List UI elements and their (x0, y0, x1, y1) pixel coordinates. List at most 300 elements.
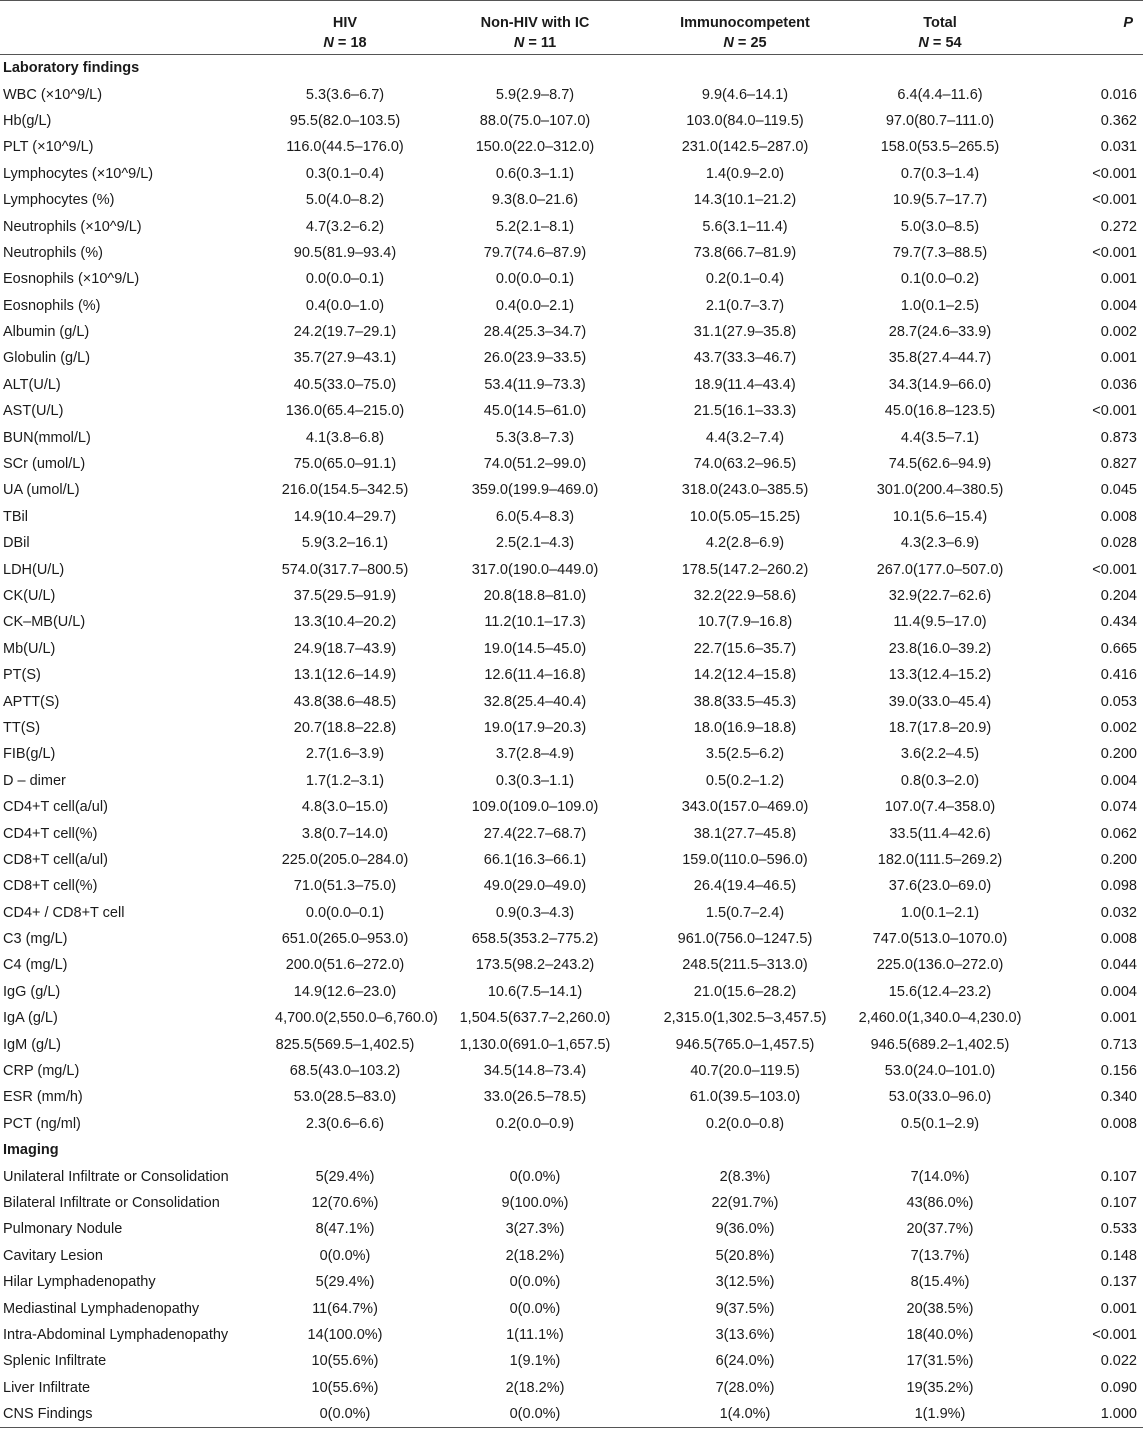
cell-non-hiv-ic: 19.0(14.5–45.0) (483, 640, 587, 657)
cell-p-value: 0.090 (1100, 1379, 1137, 1396)
cell-hiv: 20.7(18.8–22.8) (293, 719, 397, 736)
cell-total: 225.0(136.0–272.0) (876, 957, 1004, 974)
cell-p-value: 0.200 (1100, 746, 1137, 763)
cell-total: 39.0(33.0–45.4) (888, 693, 992, 710)
cell-hiv: 43.8(38.6–48.5) (293, 693, 397, 710)
table-row (0, 477, 1143, 503)
cell-total: 0.8(0.3–2.0) (900, 772, 980, 789)
table-row (0, 873, 1143, 899)
cell-immunocompetent: 22(91.7%) (711, 1194, 779, 1211)
cell-immunocompetent: 2.1(0.7–3.7) (705, 297, 785, 314)
table-row (0, 293, 1143, 319)
header-hiv-label: HIV (332, 15, 358, 31)
cell-non-hiv-ic: 10.6(7.5–14.1) (487, 983, 583, 1000)
table-row (0, 1190, 1143, 1216)
cell-p-value: 0.362 (1100, 112, 1137, 129)
cell-non-hiv-ic: 2.5(2.1–4.3) (495, 535, 575, 552)
row-label: WBC (×10^9/L) (3, 86, 103, 103)
cell-total: 3.6(2.2–4.5) (900, 746, 980, 763)
row-label: TT(S) (3, 719, 41, 736)
cell-p-value: 0.028 (1100, 535, 1137, 552)
cell-p-value: 0.001 (1100, 350, 1137, 367)
n-eq: = (928, 35, 946, 51)
row-label: Hilar Lymphadenopathy (3, 1274, 156, 1291)
cell-immunocompetent: 31.1(27.9–35.8) (693, 324, 797, 341)
cell-total: 182.0(111.5–269.2) (877, 851, 1003, 868)
cell-p-value: <0.001 (1092, 403, 1137, 420)
cell-p-value: <0.001 (1092, 561, 1137, 578)
cell-total: 43(86.0%) (906, 1194, 974, 1211)
cell-immunocompetent: 1.5(0.7–2.4) (705, 904, 785, 921)
table-row (0, 900, 1143, 926)
cell-p-value: 0.416 (1100, 667, 1137, 684)
cell-immunocompetent: 103.0(84.0–119.5) (686, 112, 804, 129)
cell-hiv: 0.0(0.0–0.1) (305, 904, 385, 921)
cell-immunocompetent: 38.1(27.7–45.8) (693, 825, 797, 842)
table-row (0, 1216, 1143, 1242)
cell-immunocompetent: 3(13.6%) (715, 1326, 775, 1343)
cell-hiv: 68.5(43.0–103.2) (289, 1063, 401, 1080)
cell-hiv: 0.3(0.1–0.4) (305, 165, 385, 182)
table-row (0, 266, 1143, 292)
cell-hiv: 116.0(44.5–176.0) (286, 139, 404, 156)
table-row (0, 1084, 1143, 1110)
cell-immunocompetent: 9(36.0%) (715, 1221, 775, 1238)
table-row (0, 1269, 1143, 1295)
cell-p-value: <0.001 (1092, 1326, 1137, 1343)
row-label: SCr (umol/L) (3, 456, 86, 473)
cell-immunocompetent: 248.5(211.5–313.0) (682, 957, 808, 974)
row-label: Unilateral Infiltrate or Consolidation (3, 1168, 229, 1185)
cell-p-value: 0.001 (1100, 271, 1137, 288)
table-row (0, 1401, 1143, 1428)
cell-immunocompetent: 2,315.0(1,302.5–3,457.5) (663, 1010, 827, 1027)
cell-total: 53.0(24.0–101.0) (884, 1063, 996, 1080)
cell-immunocompetent: 18.9(11.4–43.4) (694, 376, 796, 393)
n-eq: = (333, 35, 351, 51)
table-row (0, 1111, 1143, 1137)
table-row (0, 715, 1143, 741)
cell-hiv: 95.5(82.0–103.5) (289, 112, 401, 129)
cell-hiv: 24.9(18.7–43.9) (293, 640, 397, 657)
cell-total: 4.4(3.5–7.1) (900, 429, 980, 446)
row-label: Neutrophils (×10^9/L) (3, 218, 142, 235)
cell-non-hiv-ic: 109.0(109.0–109.0) (471, 799, 599, 816)
cell-immunocompetent: 26.4(19.4–46.5) (693, 878, 797, 895)
cell-immunocompetent: 73.8(66.7–81.9) (693, 244, 797, 261)
row-label: FIB(g/L) (3, 746, 56, 763)
cell-total: 23.8(16.0–39.2) (888, 640, 992, 657)
cell-hiv: 14.9(12.6–23.0) (293, 983, 397, 1000)
row-label: TBil (3, 508, 28, 525)
row-label: C3 (mg/L) (3, 931, 68, 948)
cell-immunocompetent: 159.0(110.0–596.0) (682, 851, 808, 868)
cell-immunocompetent: 18.0(16.9–18.8) (693, 719, 797, 736)
cell-total: 10.1(5.6–15.4) (892, 508, 988, 525)
cell-hiv: 0.4(0.0–1.0) (305, 297, 385, 314)
table-row (0, 1295, 1143, 1321)
row-label: CNS Findings (0, 1401, 275, 1428)
cell-non-hiv-ic: 0.6(0.3–1.1) (495, 165, 575, 182)
cell-hiv: 4.1(3.8–6.8) (305, 429, 385, 446)
cell-hiv: 574.0(317.7–800.5) (281, 561, 409, 578)
cell-hiv: 0(0.0%) (319, 1247, 371, 1264)
row-label: Bilateral Infiltrate or Consolidation (3, 1194, 220, 1211)
row-label: Pulmonary Nodule (3, 1221, 123, 1238)
cell-hiv: 225.0(205.0–284.0) (281, 851, 409, 868)
cell-non-hiv-ic: 1(9.1%) (509, 1353, 561, 1370)
cell-immunocompetent: 343.0(157.0–469.0) (681, 799, 809, 816)
cell-p-value: 0.053 (1100, 693, 1137, 710)
table-row (0, 530, 1143, 556)
cell-immunocompetent: 21.5(16.1–33.3) (693, 403, 797, 420)
section-title: Imaging (3, 1142, 59, 1159)
cell-p-value: 0.272 (1100, 218, 1137, 235)
cell-p-value: 0.002 (1100, 719, 1137, 736)
cell-non-hiv-ic: 32.8(25.4–40.4) (483, 693, 587, 710)
table-row (0, 794, 1143, 820)
cell-non-hiv-ic: 1,130.0(691.0–1,657.5) (459, 1036, 611, 1053)
table-row (0, 820, 1143, 846)
n-prefix: N (918, 35, 929, 51)
cell-non-hiv-ic: 6.0(5.4–8.3) (495, 508, 575, 525)
table-row (0, 372, 1143, 398)
cell-hiv: 53.0(28.5–83.0) (293, 1089, 397, 1106)
cell-immunocompetent: 14.3(10.1–21.2) (693, 192, 797, 209)
cell-hiv: 2.7(1.6–3.9) (305, 746, 385, 763)
row-label: Eosnophils (%) (3, 297, 101, 314)
cell-non-hiv-ic: 1(11.1%) (506, 1326, 564, 1343)
cell-p-value: <0.001 (1092, 165, 1137, 182)
cell-immunocompetent: 0.5(0.2–1.2) (705, 772, 785, 789)
cell-immunocompetent: 4.2(2.8–6.9) (705, 535, 785, 552)
cell-immunocompetent: 5.6(3.1–11.4) (702, 218, 788, 235)
cell-non-hiv-ic: 2(18.2%) (505, 1247, 565, 1264)
row-label: D – dimer (3, 772, 66, 789)
header-immunocompetent-label: Immunocompetent (680, 15, 810, 31)
table-row (0, 847, 1143, 873)
cell-p-value: 0.137 (1100, 1274, 1137, 1291)
cell-hiv: 37.5(29.5–91.9) (293, 588, 397, 604)
cell-p-value: 1.000 (1045, 1401, 1143, 1428)
cell-non-hiv-ic: 1,504.5(637.7–2,260.0) (459, 1010, 611, 1027)
row-label: Mediastinal Lymphadenopathy (3, 1300, 200, 1317)
cell-hiv: 14.9(10.4–29.7) (293, 508, 397, 525)
cell-hiv: 200.0(51.6–272.0) (285, 957, 405, 974)
header-total-n: 54 (945, 35, 962, 51)
cell-p-value: 0.004 (1100, 772, 1137, 789)
cell-total: 1.0(0.1–2.1) (900, 904, 980, 921)
cell-non-hiv-ic: 28.4(25.3–34.7) (483, 324, 587, 341)
cell-total: 18(40.0%) (906, 1326, 974, 1343)
cell-total: 97.0(80.7–111.0) (885, 112, 995, 129)
cell-p-value: 0.074 (1100, 799, 1137, 816)
row-label: Hb(g/L) (3, 112, 52, 129)
cell-p-value: <0.001 (1092, 192, 1137, 209)
cell-p-value: 0.008 (1100, 508, 1137, 525)
row-label: IgM (g/L) (3, 1036, 62, 1053)
header-immunocompetent (655, 1, 835, 55)
row-label: Eosnophils (×10^9/L) (3, 271, 140, 288)
cell-hiv: 1.7(1.2–3.1) (305, 772, 385, 789)
cell-total: 28.7(24.6–33.9) (888, 324, 992, 341)
cell-total: 1(1.9%) (835, 1401, 1045, 1428)
cell-total: 35.8(27.4–44.7) (888, 350, 992, 367)
cell-non-hiv-ic: 0(0.0%) (509, 1300, 561, 1317)
cell-non-hiv-ic: 20.8(18.8–81.0) (483, 588, 587, 604)
cell-hiv: 5(29.4%) (315, 1274, 375, 1291)
cell-total: 0.5(0.1–2.9) (900, 1115, 980, 1132)
row-label: PLT (×10^9/L) (3, 139, 94, 156)
cell-p-value: 0.002 (1100, 324, 1137, 341)
cell-immunocompetent: 0.2(0.0–0.8) (705, 1115, 785, 1132)
cell-non-hiv-ic: 317.0(190.0–449.0) (471, 561, 599, 578)
cell-total: 107.0(7.4–358.0) (884, 799, 996, 816)
cell-hiv: 4.8(3.0–15.0) (301, 799, 389, 816)
cell-total: 74.5(62.6–94.9) (888, 456, 992, 473)
cell-non-hiv-ic: 26.0(23.9–33.5) (483, 350, 587, 367)
cell-hiv: 11(64.7%) (312, 1300, 378, 1317)
header-immunocompetent-n: 25 (750, 35, 767, 51)
cell-immunocompetent: 10.0(5.05–15.25) (689, 508, 801, 525)
cell-immunocompetent: 1(4.0%) (655, 1401, 835, 1428)
table-row (0, 1322, 1143, 1348)
table-row (0, 662, 1143, 688)
cell-hiv: 5(29.4%) (315, 1168, 375, 1185)
cell-hiv: 2.3(0.6–6.6) (305, 1115, 385, 1132)
cell-p-value: 0.200 (1100, 851, 1137, 868)
cell-hiv: 3.8(0.7–14.0) (301, 825, 389, 842)
row-label: Mb(U/L) (3, 640, 56, 657)
row-label: Globulin (g/L) (3, 350, 91, 367)
row-label: CK(U/L) (3, 588, 56, 604)
row-label: UA (umol/L) (3, 482, 80, 499)
table-row (0, 81, 1143, 107)
cell-non-hiv-ic: 0.4(0.0–2.1) (495, 297, 575, 314)
table-row (0, 451, 1143, 477)
cell-p-value: 0.032 (1100, 904, 1137, 921)
row-label: Lymphocytes (%) (3, 192, 115, 209)
table-header (0, 1, 1143, 55)
table-row (0, 556, 1143, 582)
cell-non-hiv-ic: 53.4(11.9–73.3) (484, 376, 586, 393)
cell-non-hiv-ic: 0(0.0%) (509, 1274, 561, 1291)
cell-p-value: 0.434 (1100, 614, 1137, 631)
cell-immunocompetent: 2(8.3%) (719, 1168, 771, 1185)
cell-hiv: 136.0(65.4–215.0) (285, 403, 405, 420)
cell-total: 18.7(17.8–20.9) (888, 719, 992, 736)
row-label: Neutrophils (%) (3, 244, 103, 261)
row-label: CD4+T cell(a/ul) (3, 799, 108, 816)
row-label: CRP (mg/L) (3, 1063, 80, 1080)
row-label: CD8+T cell(a/ul) (3, 851, 108, 868)
header-blank (0, 1, 275, 55)
row-label: CD4+ / CD8+T cell (3, 904, 125, 921)
cell-hiv: 5.9(3.2–16.1) (301, 535, 389, 552)
table-row (0, 319, 1143, 345)
cell-hiv: 5.3(3.6–6.7) (305, 86, 385, 103)
cell-immunocompetent: 9.9(4.6–14.1) (701, 86, 789, 103)
cell-immunocompetent: 961.0(756.0–1247.5) (677, 931, 813, 948)
cell-hiv: 12(70.6%) (311, 1194, 379, 1211)
cell-hiv: 24.2(19.7–29.1) (293, 324, 397, 341)
cell-total: 79.7(7.3–88.5) (892, 244, 988, 261)
row-label: Cavitary Lesion (3, 1247, 103, 1264)
cell-non-hiv-ic: 2(18.2%) (505, 1379, 565, 1396)
cell-hiv: 13.1(12.6–14.9) (293, 667, 397, 684)
row-label: AST(U/L) (3, 403, 64, 420)
table-row (0, 213, 1143, 239)
cell-non-hiv-ic: 3.7(2.8–4.9) (495, 746, 575, 763)
cell-total: 7(14.0%) (910, 1168, 970, 1185)
cell-non-hiv-ic: 27.4(22.7–68.7) (483, 825, 587, 842)
cell-total: 34.3(14.9–66.0) (888, 376, 992, 393)
cell-hiv: 35.7(27.9–43.1) (293, 350, 397, 367)
cell-total: 267.0(177.0–507.0) (876, 561, 1004, 578)
table-body (0, 55, 1143, 1428)
cell-immunocompetent: 3.5(2.5–6.2) (705, 746, 785, 763)
cell-immunocompetent: 10.7(7.9–16.8) (697, 614, 793, 631)
cell-immunocompetent: 4.4(3.2–7.4) (705, 429, 785, 446)
table-row (0, 688, 1143, 714)
cell-immunocompetent: 38.8(33.5–45.3) (693, 693, 797, 710)
cell-immunocompetent: 9(37.5%) (715, 1300, 775, 1317)
cell-immunocompetent: 74.0(63.2–96.5) (693, 456, 797, 473)
cell-hiv: 40.5(33.0–75.0) (293, 376, 397, 393)
cell-p-value: 0.045 (1100, 482, 1137, 499)
cell-p-value: 0.008 (1100, 1115, 1137, 1132)
cell-hiv: 4,700.0(2,550.0–6,760.0) (275, 1010, 438, 1027)
row-label: ALT(U/L) (3, 376, 61, 393)
table-row (0, 134, 1143, 160)
cell-non-hiv-ic: 150.0(22.0–312.0) (475, 139, 595, 156)
row-label: APTT(S) (3, 693, 60, 710)
cell-non-hiv-ic: 0.9(0.3–4.3) (495, 904, 575, 921)
cell-immunocompetent: 1.4(0.9–2.0) (705, 165, 785, 182)
cell-p-value: 0.665 (1100, 640, 1137, 657)
table-row (0, 161, 1143, 187)
cell-non-hiv-ic: 3(27.3%) (505, 1221, 565, 1238)
cell-immunocompetent: 946.5(765.0–1,457.5) (675, 1036, 815, 1053)
cell-non-hiv-ic: 88.0(75.0–107.0) (479, 112, 591, 129)
header-non-hiv-ic (415, 1, 655, 55)
header-total-label: Total (923, 15, 957, 31)
cell-total: 10.9(5.7–17.7) (892, 192, 988, 209)
cell-non-hiv-ic: 5.2(2.1–8.1) (495, 218, 575, 235)
section-title: Laboratory findings (3, 60, 140, 77)
cell-p-value: 0.031 (1100, 139, 1137, 156)
row-label: IgA (g/L) (3, 1010, 58, 1027)
cell-p-value: 0.001 (1100, 1300, 1137, 1317)
cell-p-value: 0.062 (1100, 825, 1137, 842)
table-row (0, 1348, 1143, 1374)
cell-p-value: 0.004 (1100, 983, 1137, 1000)
cell-hiv: 4.7(3.2–6.2) (305, 218, 385, 235)
cell-immunocompetent: 40.7(20.0–119.5) (690, 1063, 800, 1080)
cell-non-hiv-ic: 0(0.0%) (509, 1168, 561, 1185)
row-label: Splenic Infiltrate (3, 1353, 107, 1370)
row-label: CD8+T cell(%) (3, 878, 98, 895)
n-eq: = (733, 35, 751, 51)
row-label: PT(S) (3, 667, 41, 684)
cell-immunocompetent: 22.7(15.6–35.7) (693, 640, 797, 657)
cell-total: 45.0(16.8–123.5) (884, 403, 996, 420)
row-label: C4 (mg/L) (3, 957, 68, 974)
cell-hiv: 90.5(81.9–93.4) (293, 244, 397, 261)
cell-hiv: 13.3(10.4–20.2) (293, 614, 397, 631)
cell-hiv: 0.0(0.0–0.1) (305, 271, 385, 288)
cell-p-value: 0.098 (1100, 878, 1137, 895)
cell-non-hiv-ic: 0(0.0%) (415, 1401, 655, 1428)
cell-p-value: 0.148 (1100, 1247, 1137, 1264)
table-row (0, 1375, 1143, 1401)
cell-p-value: 0.713 (1100, 1036, 1137, 1053)
cell-total: 20(37.7%) (906, 1221, 974, 1238)
table-row (0, 1163, 1143, 1189)
row-label: BUN(mmol/L) (3, 429, 91, 446)
n-prefix: N (513, 35, 525, 51)
table-row (0, 741, 1143, 767)
n-eq: = (524, 35, 541, 51)
cell-hiv: 71.0(51.3–75.0) (293, 878, 397, 895)
row-label: Liver Infiltrate (3, 1379, 91, 1396)
cell-non-hiv-ic: 0.2(0.0–0.9) (495, 1115, 575, 1132)
row-label: IgG (g/L) (3, 983, 61, 1000)
cell-non-hiv-ic: 74.0(51.2–99.0) (483, 456, 587, 473)
cell-total: 19(35.2%) (906, 1379, 974, 1396)
cell-immunocompetent: 5(20.8%) (715, 1247, 775, 1264)
section-header (0, 55, 1143, 82)
cell-p-value: 0.107 (1100, 1194, 1137, 1211)
cell-hiv: 14(100.0%) (307, 1326, 383, 1343)
table-row (0, 345, 1143, 371)
header-total (835, 1, 1045, 55)
cell-immunocompetent: 32.2(22.9–58.6) (693, 588, 797, 604)
cell-total: 0.7(0.3–1.4) (900, 165, 980, 182)
row-label: PCT (ng/ml) (3, 1115, 81, 1132)
cell-immunocompetent: 318.0(243.0–385.5) (681, 482, 809, 499)
cell-non-hiv-ic: 0.3(0.3–1.1) (495, 772, 575, 789)
cell-hiv: 5.0(4.0–8.2) (305, 192, 385, 209)
section-header (0, 1137, 1143, 1163)
cell-p-value: 0.156 (1100, 1063, 1137, 1080)
cell-total: 747.0(513.0–1070.0) (872, 931, 1008, 948)
cell-p-value: 0.036 (1100, 376, 1137, 393)
header-hiv-n: 18 (350, 35, 367, 51)
cell-hiv: 8(47.1%) (315, 1221, 375, 1238)
cell-total: 0.1(0.0–0.2) (900, 271, 980, 288)
cell-non-hiv-ic: 12.6(11.4–16.8) (484, 667, 586, 684)
cell-non-hiv-ic: 5.3(3.8–7.3) (495, 429, 575, 446)
cell-non-hiv-ic: 33.0(26.5–78.5) (483, 1089, 587, 1106)
cell-immunocompetent: 231.0(142.5–287.0) (681, 139, 809, 156)
table-row (0, 1058, 1143, 1084)
table-row (0, 609, 1143, 635)
cell-non-hiv-ic: 45.0(14.5–61.0) (483, 403, 587, 420)
cell-total: 37.6(23.0–69.0) (888, 878, 992, 895)
cell-total: 13.3(12.4–15.2) (888, 667, 992, 684)
cell-total: 17(31.5%) (906, 1353, 974, 1370)
cell-non-hiv-ic: 658.5(353.2–775.2) (471, 931, 599, 948)
table-row (0, 926, 1143, 952)
cell-immunocompetent: 7(28.0%) (715, 1379, 775, 1396)
cell-total: 53.0(33.0–96.0) (888, 1089, 992, 1106)
cell-total: 7(13.7%) (910, 1247, 970, 1264)
cell-non-hiv-ic: 0.0(0.0–0.1) (495, 271, 575, 288)
cell-total: 33.5(11.4–42.6) (889, 825, 991, 842)
cell-p-value: <0.001 (1092, 244, 1137, 261)
table-row (0, 240, 1143, 266)
